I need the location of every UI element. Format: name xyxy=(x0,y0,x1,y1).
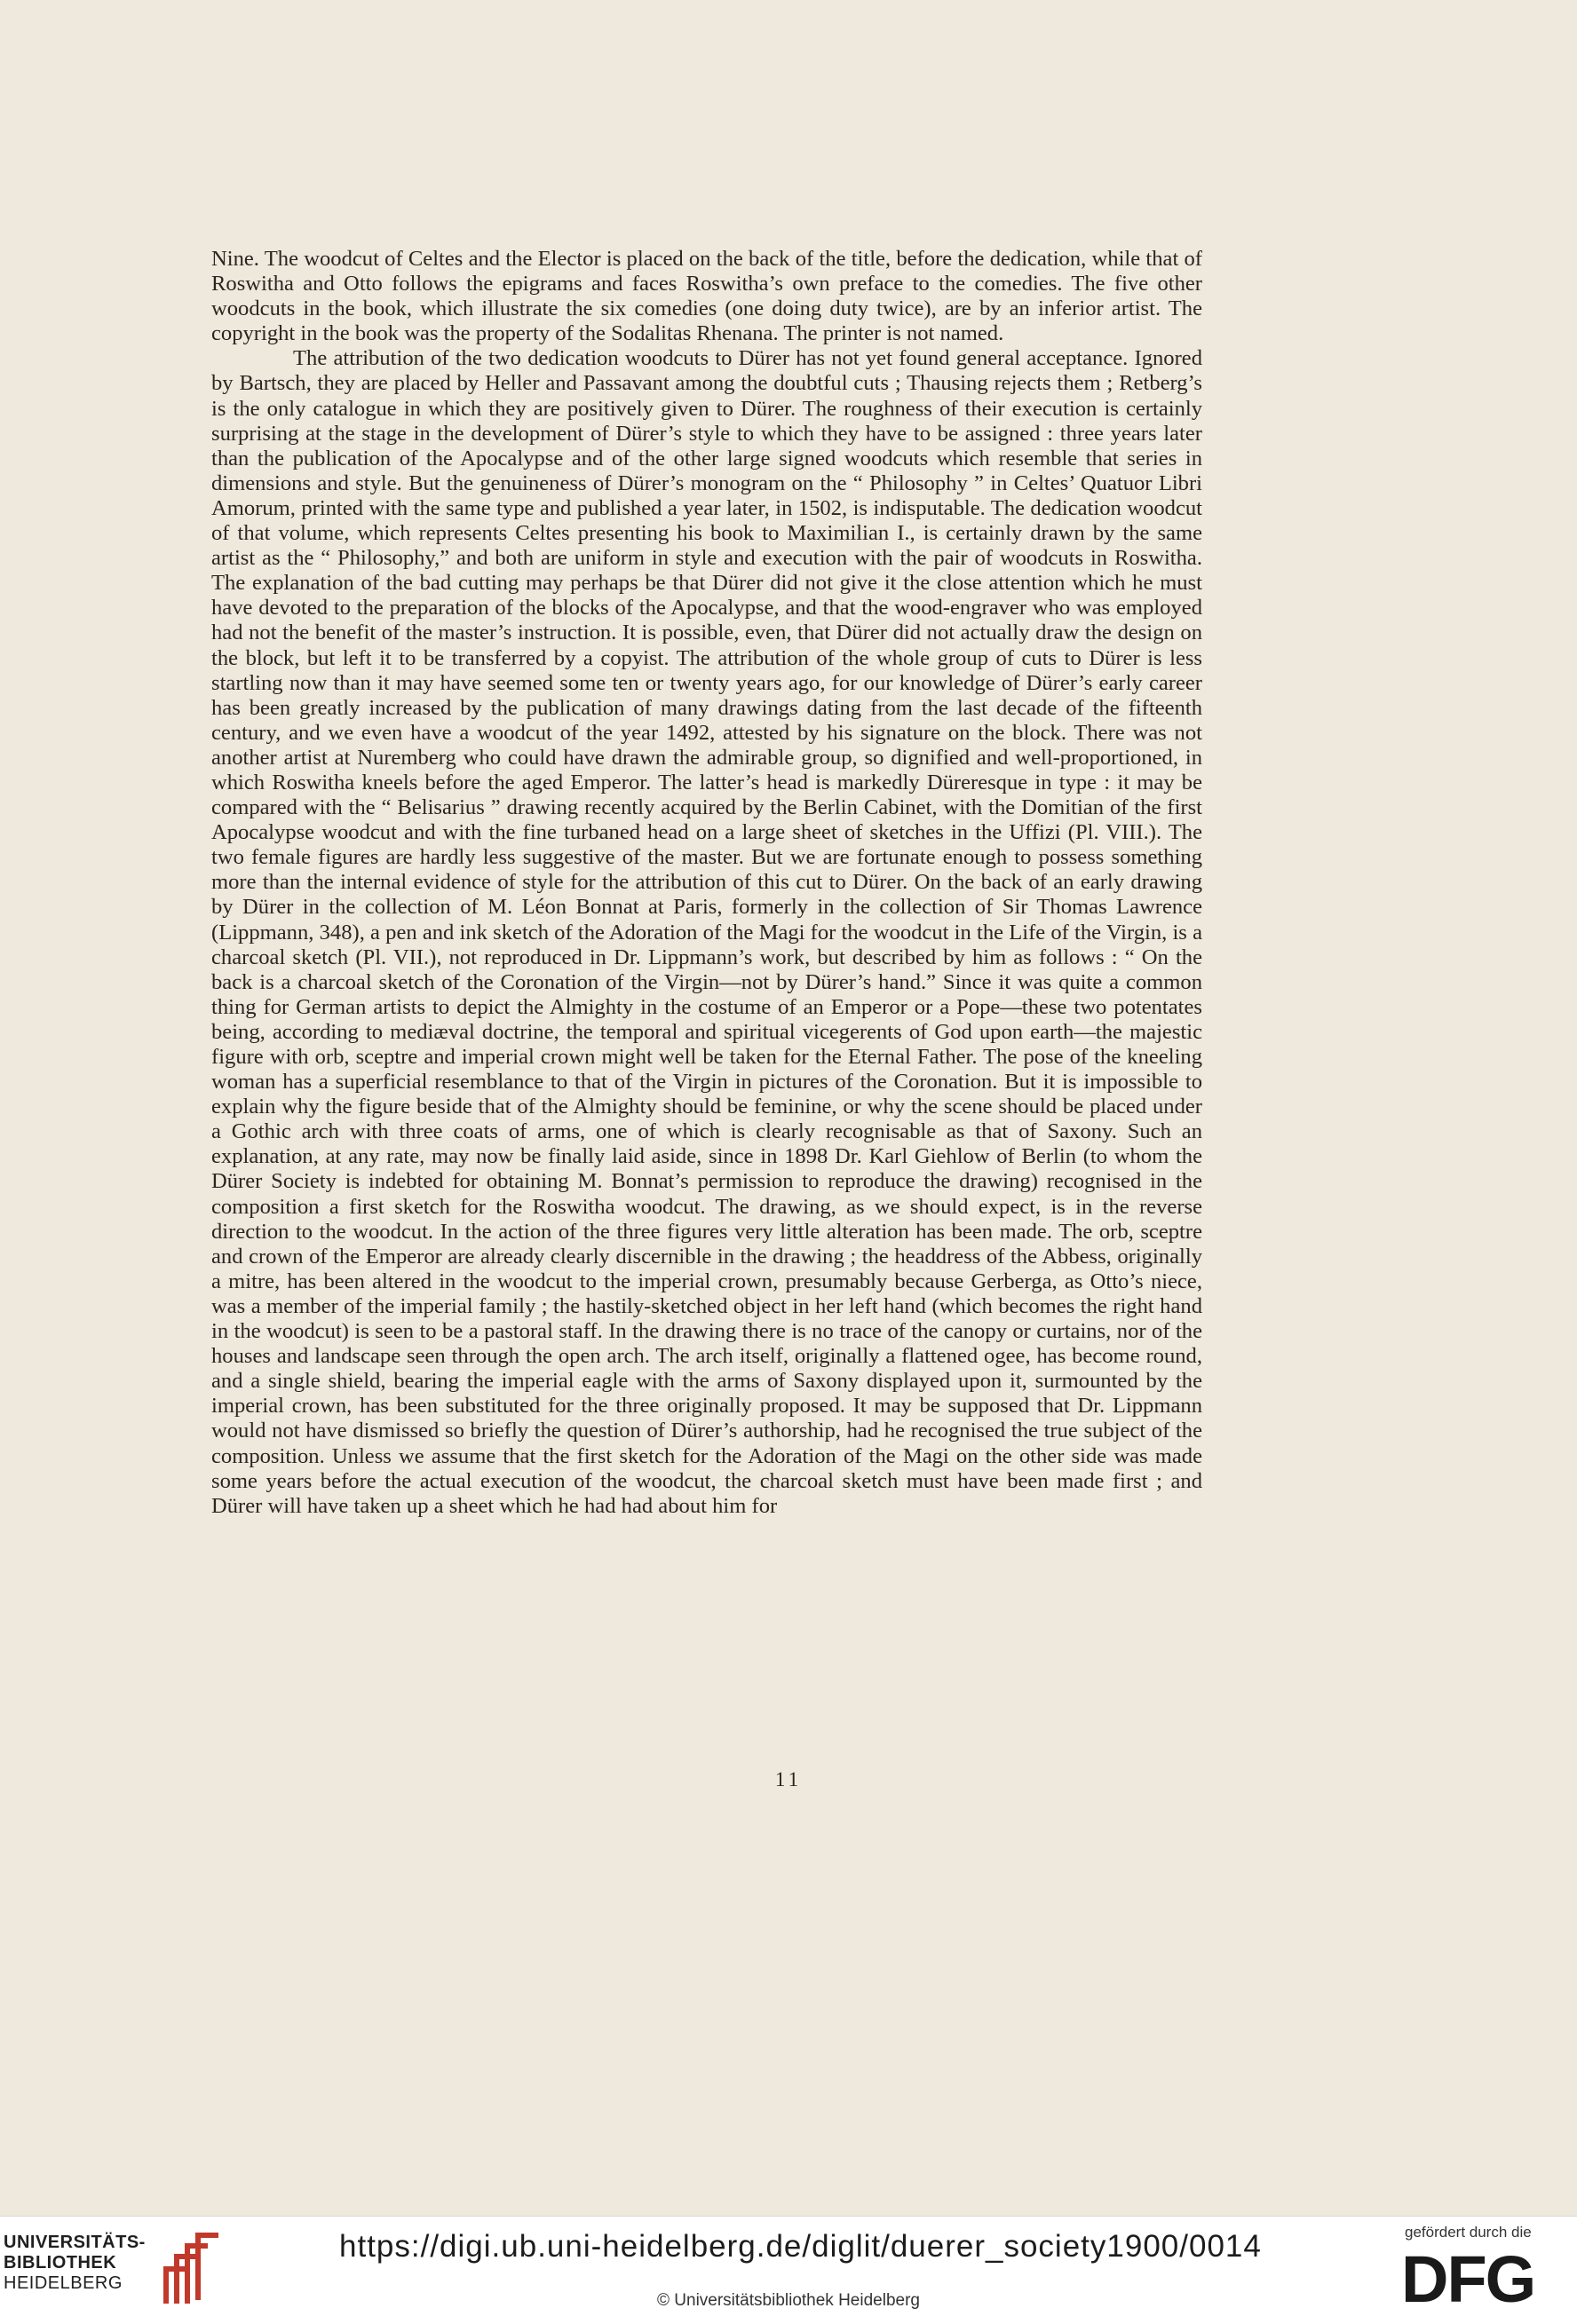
library-name-line-3: HEIDELBERG xyxy=(4,2273,123,2293)
permalink-url[interactable]: https://digi.ub.uni-heidelberg.de/diglit/duerer_society1900/0014 xyxy=(339,2229,1262,2264)
funding-caption: gefördert durch die xyxy=(1405,2224,1532,2241)
library-name-line-1: UNIVERSITÄTS- xyxy=(4,2233,146,2252)
library-name-line-2: BIBLIOTHEK xyxy=(4,2253,117,2273)
body-text xyxy=(211,247,1202,1519)
page-number: 11 xyxy=(774,1768,803,1790)
paragraph-2: The attribution of the two dedication woodcuts to Dürer has not yet found general acceptance. Ignored by Bartsch, they are placed by Heller and Passavant among the doubtful cuts ; Thausing rejects them ; Retberg’s is the only catalogue in which they are positively given to Dürer. The roughness of their execution is certainly surprising at the stage in the development of Dürer’s style to which they have to be assigned : three years later than the publication of the Apocalypse and of the other large signed woodcuts which resemble that series in dimensions and style. But the genuineness of Dürer’s monogram on the “ Philosophy ” in Celtes’ Quatuor Libri Amorum, printed with the same type and published a year later, in 1502, is indisputable. The dedication woodcut of that volume, which represents Celtes presenting his book to Maximilian I., is certainly drawn by the same artist as the “ Philosophy,” and both are uniform in style and execution with the pair of woodcuts in Roswitha. The explanation of the bad cutting may perhaps be that Dürer did not give it the close attention which he must have devoted to the preparation of the blocks of the Apocalypse, and that the wood-engraver who was employed had not the benefit of the master’s instruction. It is possible, even, that Dürer did not actually draw the design on the block, but left it to be transferred by a copyist. The attribution of the whole group of cuts to Dürer is less startling now than it may have seemed some ten or twenty years ago, for our knowledge of Dürer’s early career has been greatly increased by the publication of many drawings dating from the last decade of the fifteenth century, and we even have a woodcut of the year 1492, attested by his signature on the block. There was not another artist at Nuremberg who could have drawn the admirable group, so dignified and well-proportioned, in which Roswitha kneels before the aged Emperor. The latter’s head is markedly Düreresque in type : it may be compared with the “ Belisarius ” drawing recently acquired by the Berlin Cabinet, with the Domitian of the first Apocalypse woodcut and with the fine turbaned head on a large sheet of sketches in the Uffizi (Pl. VIII.). The two female figures are hardly less suggestive of the master. But we are fortunate enough to possess something more than the internal evidence of style for the attribution of this cut to Dürer. On the back of an early drawing by Dürer in the collection of M. Léon Bonnat at Paris, formerly in the collection of Sir Thomas Lawrence (Lippmann, 348), a pen and ink sketch of the Adoration of the Magi for the woodcut in the Life of the Virgin, is a charcoal sketch (Pl. VII.), not reproduced in Dr. Lippmann’s work, but described by him as follows : “ On the back is a charcoal sketch of the Coronation of the Virgin—not by Dürer’s hand.” Since it was quite a common thing for German artists to depict the Almighty in the costume of an Emperor or a Pope—these two potentates being, according to mediæval doctrine, the temporal and spiritual vicegerents of God upon earth—the majestic figure with orb, sceptre and imperial crown might well be taken for the Eternal Father. The pose of the kneeling woman has a superficial resemblance to that of the Virgin in pictures of the Coronation. But it is impossible to explain why the figure beside that of the Almighty should be feminine, or why the scene should be placed under a Gothic arch with three coats of arms, one of which is clearly recognisable as that of Saxony. Such an explanation, at any rate, may now be finally laid aside, since in 1898 Dr. Karl Giehlow of Berlin (to whom the Dürer Society is indebted for obtaining M. Bonnat’s permission to reproduce the drawing) recognised in the composition a first sketch for the Roswitha woodcut. The drawing, as we should expect, is in the reverse direction to the woodcut. In the action of the three figures very little alteration has been made. The orb, sceptre and crown of the Emperor are already clearly discernible in the drawing ; the headdress of the Abbess, originally a mitre, has been altered in the woodcut to the imperial crown, presumably because Gerberga, as Otto’s niece, was a member of the imperial family ; the hastily-sketched object in her left hand (which becomes the right hand in the woodcut) is seen to be a pastoral staff. In the drawing there is no trace of the canopy or curtains, nor of the houses and landscape seen through the open arch. The arch itself, originally a flattened ogee, has become round, and a single shield, bearing the imperial eagle with the arms of Saxony displayed upon it, surmounted by the imperial crown, has been substituted for the three originally proposed. It may be supposed that Dr. Lippmann would not have dismissed so briefly the question of Dürer’s authorship, had he recognised the true subject of the composition. Unless we assume that the first sketch for the Adoration of the Magi on the other side was made some years before the actual execution of the woodcut, the charcoal sketch must have been made first ; and Dürer will have taken up a sheet which he had had about him for xyxy=(211,346,1202,1518)
copyright-notice: © Universitätsbibliothek Heidelberg xyxy=(657,2291,920,2310)
dfg-logo[interactable]: DFG xyxy=(1401,2242,1535,2316)
viewer-footer xyxy=(0,2216,1577,2324)
paragraph-1: Nine. The woodcut of Celtes and the Elector is placed on the back of the title, before the dedication, while that of Roswitha and Otto follows the epigrams and faces Roswitha’s own preface to the comedies. The five other woodcuts in the book, which illustrate the six comedies (one doing duty twice), are by an inferior artist. The copyright in the book was the property of the Sodalitas Rhenana. The printer is not named. xyxy=(211,247,1202,346)
